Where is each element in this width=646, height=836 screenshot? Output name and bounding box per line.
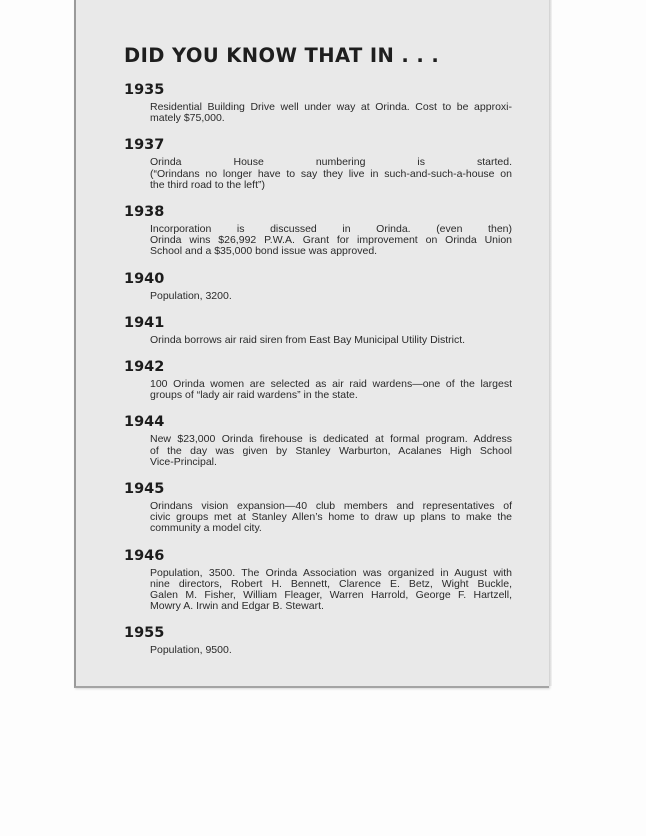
entry-text-line: (“Orindans no longer have to say they live in such-and-such-a-house on (150, 167, 512, 180)
timeline-entry (124, 357, 512, 401)
entry-text-line: Population, 9500. (150, 644, 232, 657)
entry-year: 1938 (124, 204, 165, 221)
entry-text (150, 568, 512, 613)
entry-text (150, 379, 512, 401)
entry-text-line: of the day was given by Stanley Warburton, Acalanes High School (150, 444, 512, 457)
entry-text (150, 434, 512, 468)
entry-year: 1942 (124, 359, 165, 376)
entry-text-line: Incorporation is discussed in Orinda. (even then) (150, 223, 512, 236)
page-heading: DID YOU KNOW THAT IN . . . (124, 44, 440, 67)
entry-year: 1937 (124, 137, 165, 154)
entry-text-line: Orinda borrows air raid siren from East Bay Municipal Utility District. (150, 333, 466, 346)
entry-year: 1955 (124, 625, 165, 642)
entry-text (150, 291, 512, 302)
entry-text-line: Orinda House numbering is started. (150, 156, 512, 169)
entry-year: 1935 (124, 82, 165, 98)
timeline-entry (124, 313, 512, 346)
timeline-entry (124, 202, 512, 258)
entry-text-line: nine directors, Robert H. Bennett, Clarence E. Betz, Wight Buckle, (150, 577, 512, 590)
entry-year: 1945 (124, 481, 165, 498)
entry-text-line: community a model city. (150, 522, 262, 535)
entry-text-line: Orinda wins $26,992 P.W.A. Grant for improvement on Orinda Union (150, 234, 512, 247)
entry-text (150, 645, 512, 656)
entry-text (150, 157, 512, 191)
entry-text-line: New $23,000 Orinda firehouse is dedicated at formal program. Address (150, 433, 512, 446)
entry-text-line: Residential Building Drive well under way at Orinda. Cost to be approxi- (150, 101, 512, 113)
entry-text-line: Mowry A. Irwin and Edgar B. Stewart. (150, 600, 324, 613)
timeline-entry (124, 135, 512, 191)
entry-text-line: mately $75,000. (150, 112, 225, 125)
entry-text-line: Population, 3200. (150, 289, 232, 302)
timeline-entry (124, 546, 512, 613)
entry-text (150, 102, 512, 124)
entry-text-line: Orindans vision expansion—40 club members and representatives of (150, 500, 512, 513)
timeline-list (124, 80, 512, 668)
timeline-entry (124, 80, 512, 124)
entry-text (150, 335, 512, 346)
entry-text (150, 501, 512, 535)
entry-text (150, 224, 512, 258)
entry-text-line: civic groups met at Stanley Allen’s home to draw up plans to make the (150, 511, 512, 524)
document-page (74, 0, 549, 688)
entry-text-line: Vice-Principal. (150, 455, 217, 468)
entry-text-line: the third road to the left”) (150, 178, 265, 191)
timeline-entry (124, 623, 512, 656)
timeline-entry (124, 479, 512, 535)
entry-year: 1941 (124, 314, 165, 331)
entry-text-line: Galen M. Fisher, William Fleager, Warren Harrold, George F. Hartzell, (150, 589, 512, 602)
entry-text-line: 100 Orinda women are selected as air raid wardens—one of the largest (150, 378, 512, 391)
entry-year: 1946 (124, 547, 165, 564)
entry-text-line: groups of “lady air raid wardens” in the state. (150, 389, 358, 402)
entry-year: 1940 (124, 270, 165, 287)
entry-text-line: School and a $35,000 bond issue was approved. (150, 245, 378, 258)
entry-year: 1944 (124, 414, 165, 431)
entry-text-line: Population, 3500. The Orinda Association was organized in August with (150, 566, 512, 579)
timeline-entry (124, 269, 512, 302)
timeline-entry (124, 412, 512, 468)
